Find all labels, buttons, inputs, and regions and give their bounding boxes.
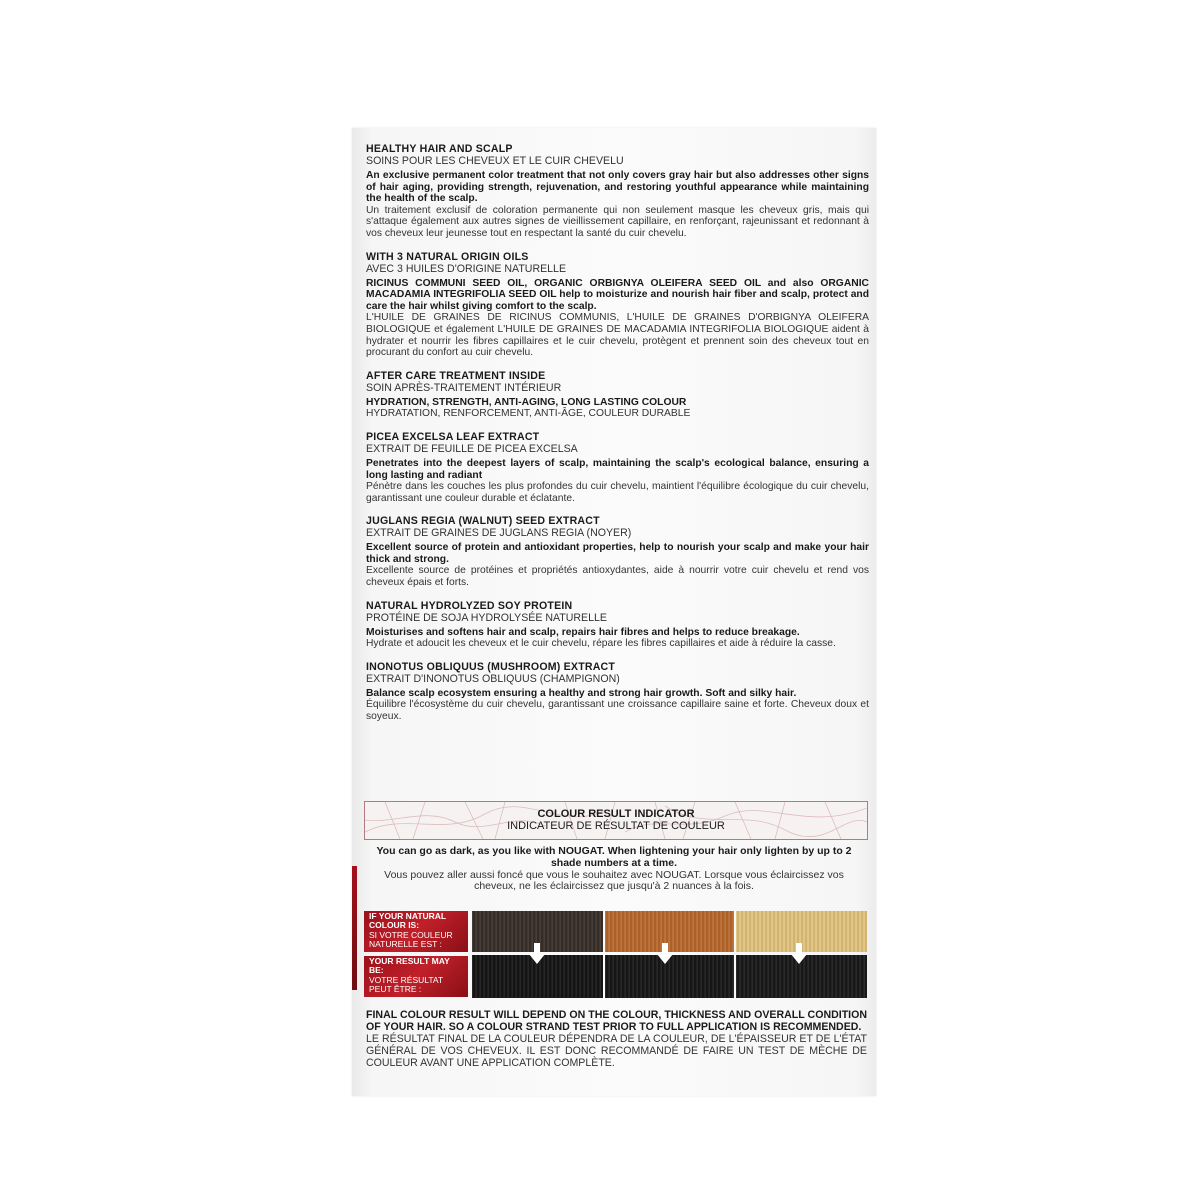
section-body-en: Moisturises and softens hair and scalp, repairs hair fibres and helps to reduce breakage. [366,626,800,638]
intro-en: You can go as dark, as you like with NOUGAT. When lightening your hair only lighten by up to 2 shade numbers at a time. [376,845,852,869]
section-title-fr: EXTRAIT DE GRAINES DE JUGLANS REGIA (NOYER) [366,527,632,540]
section-title-en: NATURAL HYDROLYZED SOY PROTEIN [366,599,573,612]
section-picea [366,431,869,504]
indicator-title-en: COLOUR RESULT INDICATOR [537,808,695,820]
section-body-fr: HYDRATATION, RENFORCEMENT, ANTI-ÂGE, COULEUR DURABLE [366,408,691,420]
section-body-en: RICINUS COMMUNI SEED OIL, ORGANIC ORBIGNYA OLEIFERA SEED OIL and also ORGANIC MACADAMIA INTEGRIFOLIA SEED OIL help to moisturize and nourish hair fiber and scalp, protect and care the hair whilst giving comfort to the scalp. [366,277,869,312]
section-title-fr: PROTÉINE DE SOJA HYDROLYSÉE NATURELLE [366,611,607,624]
section-after-care [366,370,869,420]
section-body-fr: Excellente source de protéines et propriétés antioxydantes, aide à nourrir votre cuir chevelu et rend vos cheveux épais et forts. [366,565,869,589]
intro-fr: Vous pouvez aller aussi foncé que vous le souhaitez avec NOUGAT. Lorsque vous éclaircissez vos cheveux, ne les éclaircissez que jusqu'à 2 nuances à la fois. [384,868,844,893]
section-inonotus [366,661,869,723]
section-body-fr: Équilibre l'écosystème du cuir chevelu, garantissant une croissance capillaire saine et forte. Cheveux doux et soyeux. [366,699,869,723]
section-title-fr: EXTRAIT D'INONOTUS OBLIQUUS (CHAMPIGNON) [366,672,620,685]
down-arrow-icon [791,954,807,964]
section-body-en: An exclusive permanent color treatment that not only covers gray hair but also addresses other signs of hair aging, providing strength, rejuvenation, and restoring youthful appearance while maintaining the health of the scalp. [366,170,869,205]
section-body-en: Balance scalp ecosystem ensuring a healthy and strong hair growth. Soft and silky hair. [366,687,797,699]
section-title-en: PICEA EXCELSA LEAF EXTRACT [366,430,540,443]
final-result-note [366,1009,867,1069]
natural-label-en: IF YOUR NATURAL COLOUR IS: [369,911,446,931]
red-edge-strip [352,866,357,990]
down-arrow-icon [529,954,545,964]
colour-result-table [364,911,867,998]
section-body-en: Penetrates into the deepest layers of scalp, maintaining the scalp's ecological balance, ensuring a long lasting and radiant [366,457,869,481]
section-title-fr: EXTRAIT DE FEUILLE DE PICEA EXCELSA [366,442,578,455]
section-body-en: HYDRATION, STRENGTH, ANTI-AGING, LONG LASTING COLOUR [366,396,687,408]
indicator-intro [368,846,860,893]
section-body-fr: Pénètre dans les couches les plus profondes du cuir chevelu, maintient l'équilibre écologique du cuir chevelu, garantissant une couleur durable et éclatante. [366,481,869,504]
final-note-fr: LE RÉSULTAT FINAL DE LA COULEUR DÉPENDRA DE LA COULEUR, DE L'ÉPAISSEUR ET DE L'ÉTAT GÉNÉRAL DE VOS CHEVEUX. IL EST DONC RECOMMANDÉ DE FAIRE UN TEST DE MÈCHE DE COULEUR AVANT UNE APPLICATION COMPLÈTE. [366,1033,867,1069]
final-note-en: FINAL COLOUR RESULT WILL DEPEND ON THE COLOUR, THICKNESS AND OVERALL CONDITION OF YOUR HAIR. SO A COLOUR STRAND TEST PRIOR TO FULL APPLICATION IS RECOMMENDED. [366,1009,867,1033]
section-title-en: AFTER CARE TREATMENT INSIDE [366,369,546,382]
section-natural-oils [366,251,869,359]
result-label-en: YOUR RESULT MAY BE: [369,956,450,976]
section-healthy-hair [366,143,869,240]
colour-result-indicator-banner [364,801,868,840]
section-title-en: JUGLANS REGIA (WALNUT) SEED EXTRACT [366,515,600,528]
section-title-en: WITH 3 NATURAL ORIGIN OILS [366,250,529,263]
natural-swatch-copper [605,911,734,952]
section-body-fr: L'HUILE DE GRAINES DE RICINUS COMMUNIS, L'HUILE DE GRAINES D'ORBIGNYA OLEIFERA BIOLOGIQUE et également L'HUILE DE GRAINES DE MACADAMIA INTEGRIFOLIA BIOLOGIQUE aident à hydrater et nourrir les fibres capillaires et le cuir chevelu, protègent et prennent soin des cheveux tout en procurant du confort au cuir chevelu. [366,312,869,359]
section-soy-protein [366,600,869,650]
section-title-fr: AVEC 3 HUILES D'ORIGINE NATURELLE [366,262,567,275]
section-body-en: Excellent source of protein and antioxidant properties, help to nourish your scalp and make your hair thick and strong. [366,542,869,565]
result-label-fr: VOTRE RÉSULTAT PEUT ÊTRE : [369,974,443,995]
ingredients-content [366,143,869,734]
natural-label-fr: SI VOTRE COULEUR NATURELLE EST : [369,929,453,950]
natural-colour-label [364,911,468,952]
result-colour-label [364,956,468,997]
section-body-fr: Un traitement exclusif de coloration permanente qui non seulement masque les cheveux gris, mais qui s'attaque également aux autres signes de vieillissement capillaire, en renforçant, rajeunissant et redonnant à vos cheveux leur jeunesse tout en respectant la santé du cuir chevelu. [366,204,869,239]
section-title-fr: SOINS POUR LES CHEVEUX ET LE CUIR CHEVELU [366,155,624,167]
section-title-en: INONOTUS OBLIQUUS (MUSHROOM) EXTRACT [366,660,616,673]
section-body-fr: Hydrate et adoucit les cheveux et le cuir chevelu, répare les fibres capillaires et aide à réduire la casse. [366,638,836,650]
section-title-fr: SOIN APRÈS-TRAITEMENT INTÉRIEUR [366,381,562,394]
indicator-title-fr: INDICATEUR DE RÉSULTAT DE COULEUR [507,820,725,832]
section-juglans [366,515,869,588]
section-title-en: HEALTHY HAIR AND SCALP [366,143,513,155]
down-arrow-icon [657,954,673,964]
